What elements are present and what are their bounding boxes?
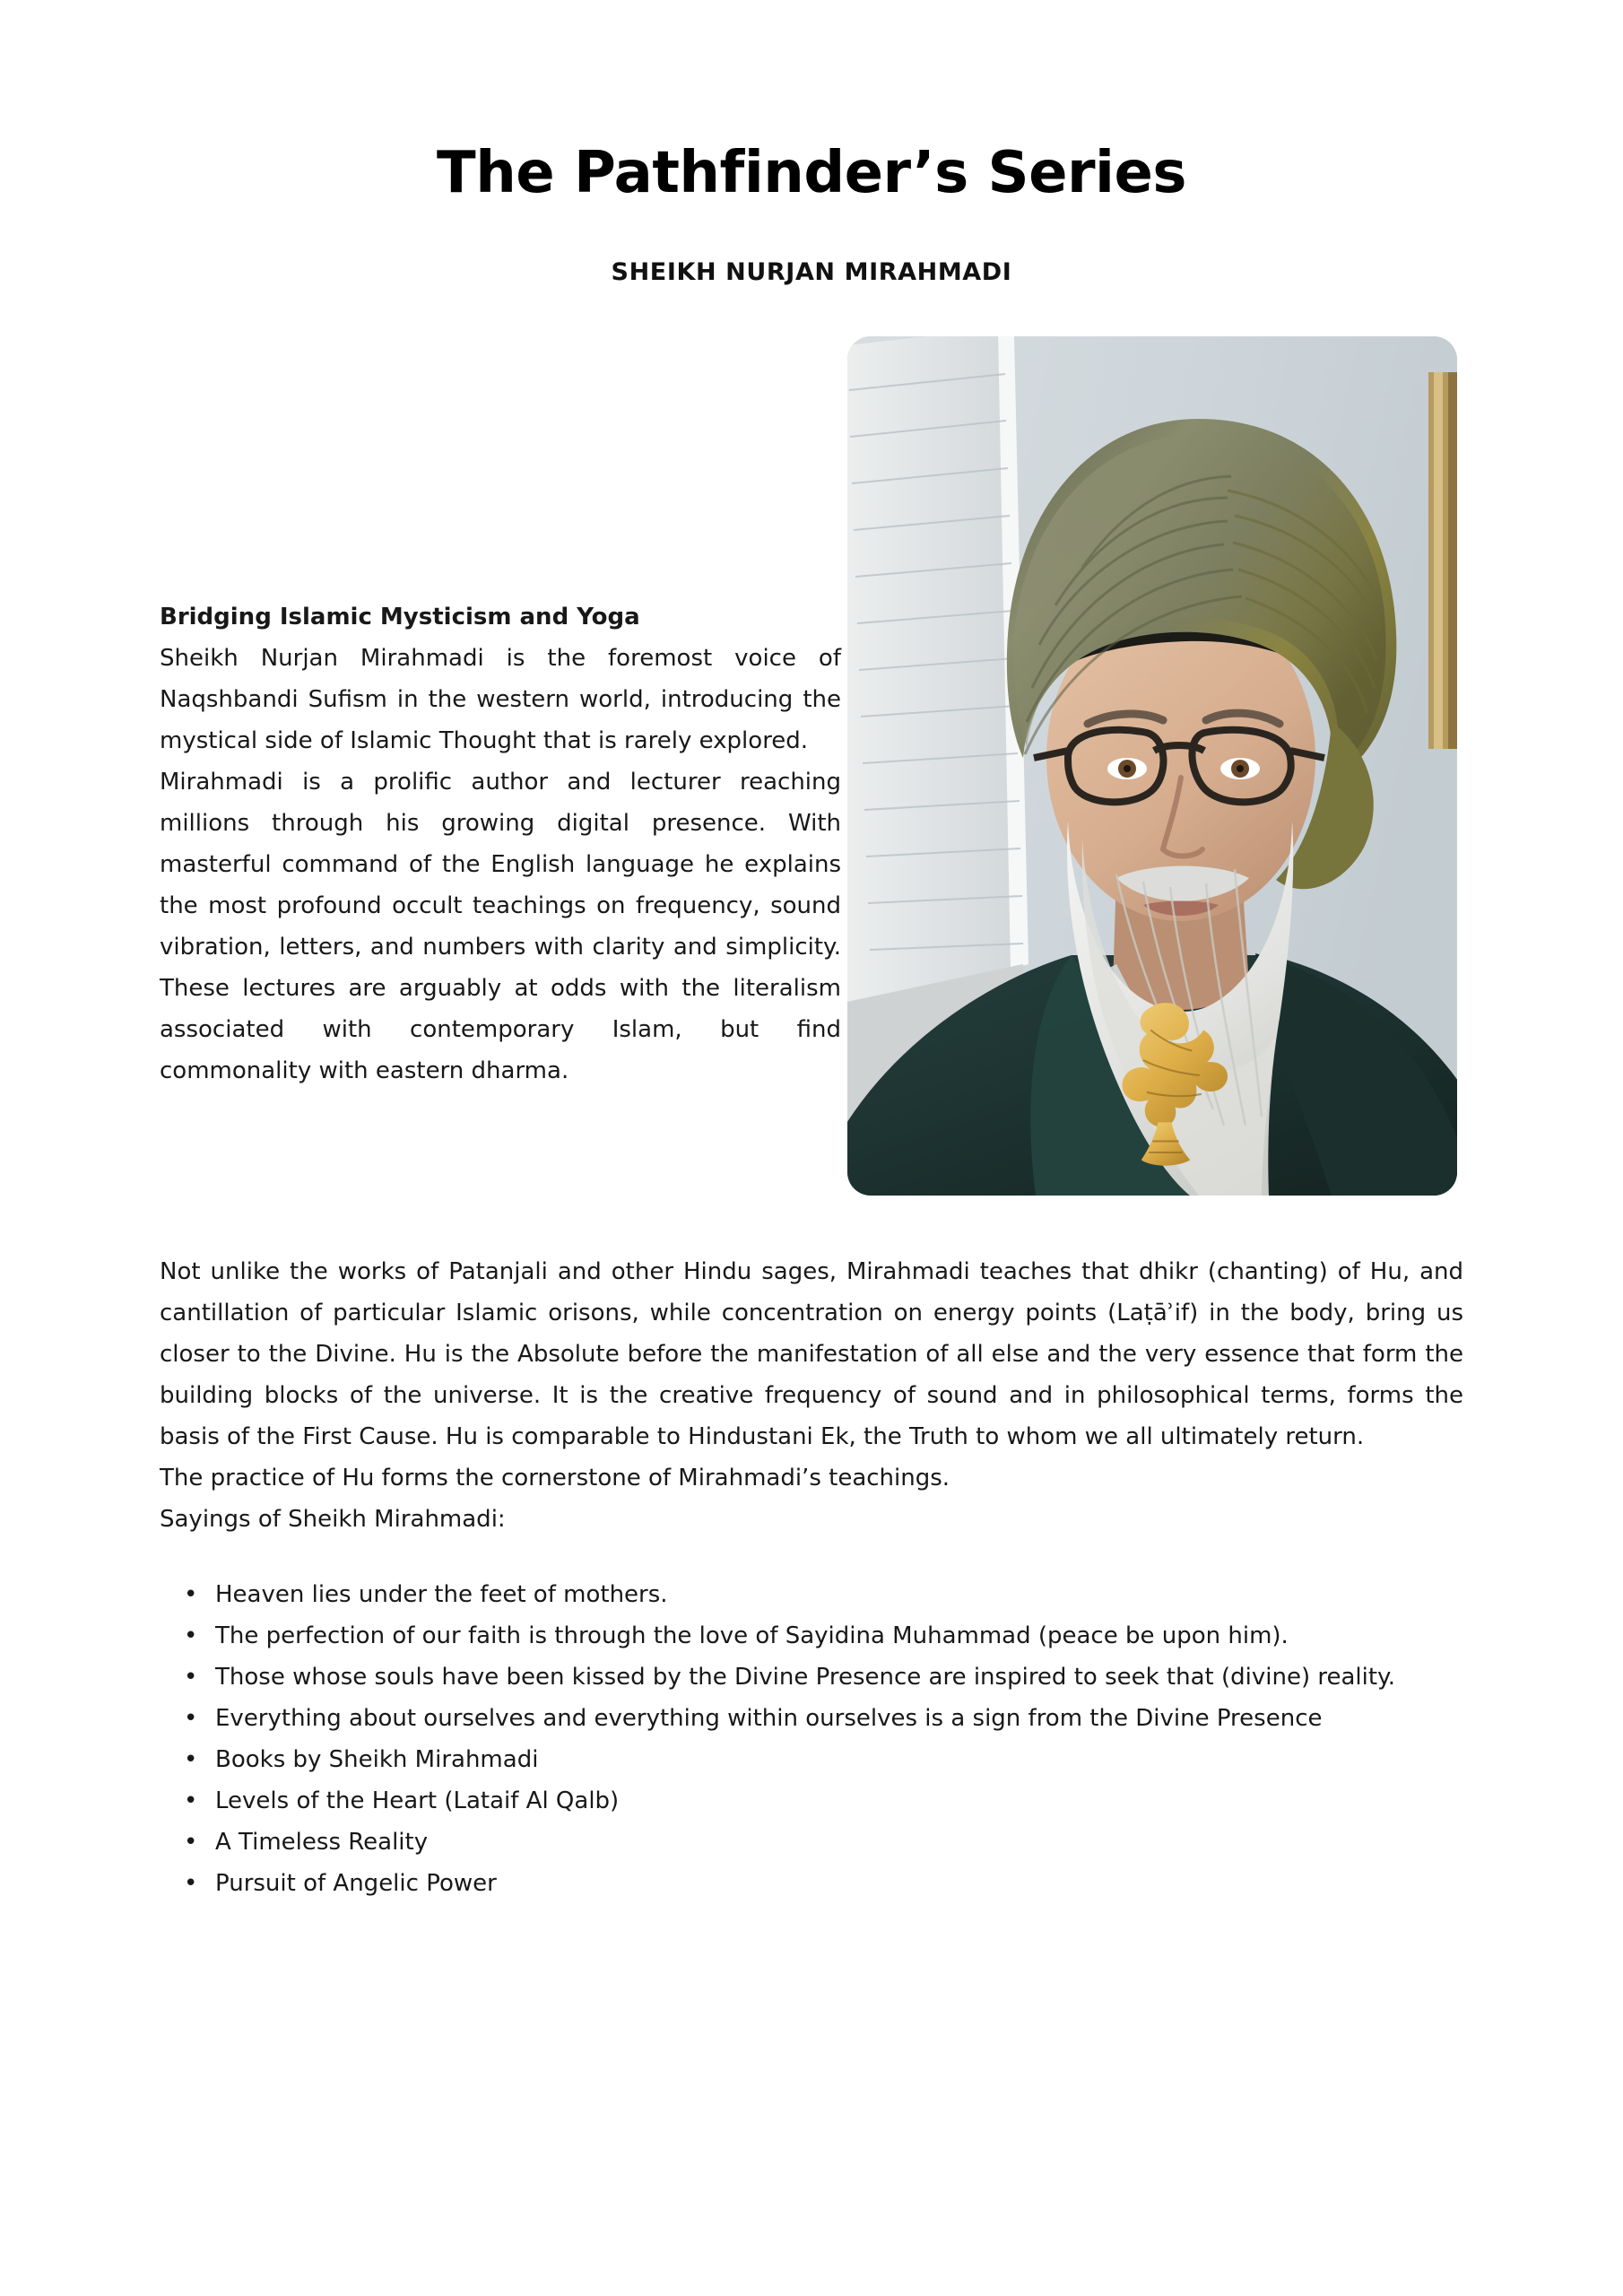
sayings-intro: Sayings of Sheikh Mirahmadi: (160, 1506, 506, 1533)
list-item-label: Everything about ourselves and everything within ourselves is a sign from the Divine Presence (215, 1705, 1323, 1732)
lede-heading: Bridging Islamic Mysticism and Yoga (160, 604, 640, 631)
portrait-photo (847, 336, 1457, 1196)
list-item-label: Levels of the Heart (Lataif Al Qalb) (215, 1787, 620, 1814)
list-item-label: Pursuit of Angelic Power (215, 1870, 497, 1897)
page-subtitle: SHEIKH NURJAN MIRAHMADI (611, 258, 1012, 286)
list-item (160, 1698, 1463, 1739)
bullet-icon: • (184, 1664, 198, 1691)
list-item (160, 1739, 1463, 1780)
list-item (160, 1822, 1463, 1863)
list-item-label: The perfection of our faith is through the love of Sayidina Muhammad (peace be upon him). (215, 1622, 1289, 1649)
bullet-icon: • (184, 1581, 198, 1608)
bullet-icon: • (184, 1829, 198, 1856)
list-item (160, 1780, 1463, 1822)
sayings-list (160, 1574, 1463, 1904)
list-item-label: Heaven lies under the feet of mothers. (215, 1581, 668, 1608)
list-item-label: Books by Sheikh Mirahmadi (215, 1746, 539, 1773)
page-title: The Pathfinder’s Series (437, 140, 1186, 206)
intro-column (160, 596, 841, 1091)
intro-paragraph-2: Mirahmadi is a prolific author and lecturer reaching millions through his growing digital presence. With masterful command of the English language he explains the most profound occult teachings on frequency, sound vibration, letters, and numbers with clarity and simplicity. These lectures are arguably at odds with the literalism associated with contemporary Islam, but find commonality with eastern dharma. (160, 769, 841, 1084)
list-item (160, 1863, 1463, 1904)
list-item (160, 1657, 1463, 1698)
list-item (160, 1615, 1463, 1657)
main-paragraph-1: Not unlike the works of Patanjali and other Hindu sages, Mirahmadi teaches that dhikr (chanting) of Hu, and cantillation of particular Islamic orisons, while concentration on energy points (Laṭāʾif) in the body, bring us closer to the Divine. Hu is the Absolute before the manifestation of all else and the very essence that form the building blocks of the universe. It is the creative frequency of sound and in philosophical terms, forms the basis of the First Cause. Hu is comparable to Hindustani Ek, the Truth to whom we all ultimately return. (160, 1258, 1463, 1450)
sayings-ul (160, 1574, 1463, 1904)
bullet-icon: • (184, 1870, 198, 1897)
main-text (160, 1251, 1463, 1540)
list-item (160, 1574, 1463, 1615)
bullet-icon: • (184, 1622, 198, 1649)
bullet-icon: • (184, 1746, 198, 1773)
intro-paragraph-1: Sheikh Nurjan Mirahmadi is the foremost voice of Naqshbandi Sufism in the western world, introducing the mystical side of Islamic Thought that is rarely explored. (160, 645, 841, 754)
bullet-icon: • (184, 1705, 198, 1732)
main-paragraph-2: The practice of Hu forms the cornerstone of Mirahmadi’s teachings. (160, 1465, 950, 1492)
list-item-label: Those whose souls have been kissed by the Divine Presence are inspired to seek that (divine) reality. (215, 1664, 1395, 1691)
bullet-icon: • (184, 1787, 198, 1814)
portrait-illustration (847, 336, 1457, 1196)
wall-frame (1428, 372, 1457, 749)
list-item-label: A Timeless Reality (215, 1829, 429, 1856)
